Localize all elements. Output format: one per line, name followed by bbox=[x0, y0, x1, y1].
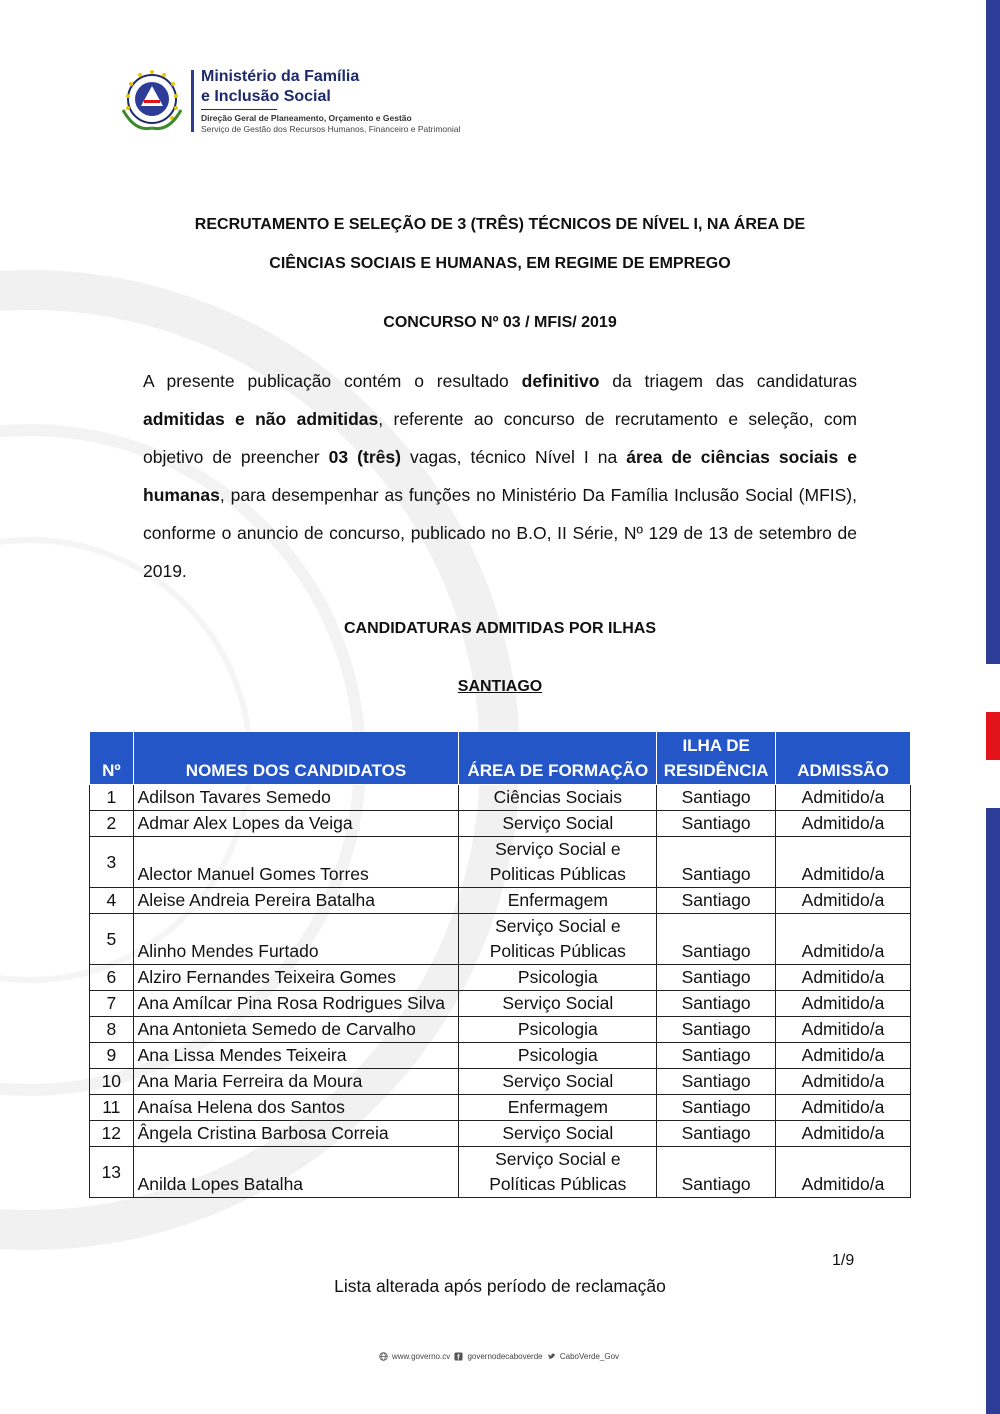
footer-web-link[interactable]: www.governo.cv bbox=[391, 1352, 451, 1361]
cell-name: Anaísa Helena dos Santos bbox=[133, 1095, 459, 1121]
table-row bbox=[90, 1069, 911, 1095]
ministry-name-line1: Ministério da Família bbox=[201, 68, 360, 85]
table-row bbox=[90, 1095, 911, 1121]
cell-ilha: Santiago bbox=[657, 888, 776, 914]
table-header-row bbox=[90, 732, 911, 785]
cell-adm: Admitido/a bbox=[776, 965, 911, 991]
cell-ilha: Santiago bbox=[657, 811, 776, 837]
coat-of-arms-logo bbox=[115, 66, 189, 136]
intro-text-3: , referente ao concurso de recrutamento e seleção, com objetivo de preencher bbox=[143, 409, 857, 467]
cell-num: 12 bbox=[90, 1121, 134, 1147]
header-num: Nº bbox=[90, 732, 134, 785]
twitter-icon bbox=[547, 1352, 556, 1361]
footer-twitter-link[interactable]: CaboVerde_Gov bbox=[559, 1352, 620, 1361]
cell-adm: Admitido/a bbox=[776, 837, 911, 888]
cell-name: Alinho Mendes Furtado bbox=[133, 914, 459, 965]
table-row bbox=[90, 1017, 911, 1043]
cell-area: Serviço Social e Politicas Públicas bbox=[459, 837, 657, 888]
cell-adm: Admitido/a bbox=[776, 914, 911, 965]
table-row bbox=[90, 837, 911, 888]
header-ilha-line1: ILHA DE bbox=[682, 736, 750, 755]
footnote: Lista alterada após período de reclamação bbox=[334, 1276, 666, 1296]
cell-num: 1 bbox=[90, 785, 134, 811]
cell-num: 8 bbox=[90, 1017, 134, 1043]
cell-ilha: Santiago bbox=[657, 1147, 776, 1198]
cell-adm: Admitido/a bbox=[776, 811, 911, 837]
ministry-name-line2: e Inclusão Social bbox=[201, 88, 331, 105]
cell-area: Psicologia bbox=[459, 965, 657, 991]
cell-name: Admar Alex Lopes da Veiga bbox=[133, 811, 459, 837]
intro-bold-2: admitidas e não admitidas bbox=[143, 409, 379, 429]
footer bbox=[100, 1352, 900, 1361]
table-row bbox=[90, 991, 911, 1017]
cell-num: 10 bbox=[90, 1069, 134, 1095]
cell-adm: Admitido/a bbox=[776, 1043, 911, 1069]
header-ilha-line2: RESIDÊNCIA bbox=[663, 761, 769, 780]
service-name: Serviço de Gestão dos Recursos Humanos, Financeiro e Patrimonial bbox=[201, 124, 461, 134]
svg-text:f: f bbox=[457, 1353, 461, 1362]
cell-ilha: Santiago bbox=[657, 1121, 776, 1147]
table-row bbox=[90, 785, 911, 811]
cell-ilha: Santiago bbox=[657, 837, 776, 888]
section-title: CANDIDATURAS ADMITIDAS POR ILHAS bbox=[344, 620, 656, 637]
cell-num: 13 bbox=[90, 1147, 134, 1198]
table-row bbox=[90, 965, 911, 991]
side-stripe-blue-top bbox=[986, 0, 1000, 664]
cell-area: Serviço Social e Políticas Públicas bbox=[459, 1147, 657, 1198]
table-row bbox=[90, 811, 911, 837]
cell-name: Alector Manuel Gomes Torres bbox=[133, 837, 459, 888]
cell-ilha: Santiago bbox=[657, 914, 776, 965]
intro-text-1: A presente publicação contém o resultado bbox=[143, 371, 522, 391]
table-row bbox=[90, 914, 911, 965]
cell-name: Aleise Andreia Pereira Batalha bbox=[133, 888, 459, 914]
cell-area: Serviço Social e Politicas Públicas bbox=[459, 914, 657, 965]
cell-name: Ana Antonieta Semedo de Carvalho bbox=[133, 1017, 459, 1043]
header-divider bbox=[191, 70, 194, 132]
cell-area: Psicologia bbox=[459, 1043, 657, 1069]
cell-ilha: Santiago bbox=[657, 1095, 776, 1121]
cell-area: Enfermagem bbox=[459, 1095, 657, 1121]
candidates-table bbox=[89, 731, 911, 1198]
contest-number: CONCURSO Nº 03 / MFIS/ 2019 bbox=[383, 314, 617, 331]
footer-facebook-link[interactable]: governodecaboverde bbox=[467, 1352, 543, 1361]
page-number: 1/9 bbox=[832, 1252, 855, 1269]
table-row bbox=[90, 1147, 911, 1198]
ministry-header bbox=[201, 67, 460, 135]
cell-name: Ana Amílcar Pina Rosa Rodrigues Silva bbox=[133, 991, 459, 1017]
cell-num: 2 bbox=[90, 811, 134, 837]
island-heading: SANTIAGO bbox=[457, 678, 543, 695]
cell-area: Psicologia bbox=[459, 1017, 657, 1043]
cell-num: 11 bbox=[90, 1095, 134, 1121]
cell-adm: Admitido/a bbox=[776, 888, 911, 914]
cell-num: 5 bbox=[90, 914, 134, 965]
cell-name: Ana Maria Ferreira da Moura bbox=[133, 1069, 459, 1095]
cell-num: 4 bbox=[90, 888, 134, 914]
table-row bbox=[90, 1121, 911, 1147]
intro-bold-1: definitivo bbox=[521, 371, 600, 391]
directorate-name: Direção Geral de Planeamento, Orçamento e Gestão bbox=[201, 113, 412, 123]
cell-ilha: Santiago bbox=[657, 1043, 776, 1069]
cell-adm: Admitido/a bbox=[776, 785, 911, 811]
cell-area: Enfermagem bbox=[459, 888, 657, 914]
document-title-line2: CIÊNCIAS SOCIAIS E HUMANAS, EM REGIME DE EMPREGO bbox=[269, 255, 731, 272]
cell-ilha: Santiago bbox=[657, 785, 776, 811]
table-row bbox=[90, 1043, 911, 1069]
cell-area: Ciências Sociais bbox=[459, 785, 657, 811]
cell-area: Serviço Social bbox=[459, 811, 657, 837]
cell-ilha: Santiago bbox=[657, 991, 776, 1017]
cell-adm: Admitido/a bbox=[776, 991, 911, 1017]
globe-icon bbox=[379, 1352, 388, 1361]
cell-ilha: Santiago bbox=[657, 1069, 776, 1095]
header-area: ÁREA DE FORMAÇÃO bbox=[459, 732, 657, 785]
document-title-line1: RECRUTAMENTO E SELEÇÃO DE 3 (TRÊS) TÉCNICOS DE NÍVEL I, NA ÁREA DE bbox=[194, 216, 806, 233]
side-stripe-red bbox=[986, 712, 1000, 760]
header-ilha bbox=[657, 732, 776, 785]
cell-name: Ângela Cristina Barbosa Correia bbox=[133, 1121, 459, 1147]
cell-num: 3 bbox=[90, 837, 134, 888]
header-rule bbox=[201, 109, 277, 110]
cell-adm: Admitido/a bbox=[776, 1069, 911, 1095]
cell-area: Serviço Social bbox=[459, 991, 657, 1017]
cell-adm: Admitido/a bbox=[776, 1121, 911, 1147]
cell-name: Anilda Lopes Batalha bbox=[133, 1147, 459, 1198]
intro-text-5: , para desempenhar as funções no Ministério Da Família Inclusão Social (MFIS), conforme o anuncio de concurso, publicado no B.O, II Série, Nº 129 de 13 de setembro de 2019. bbox=[143, 485, 857, 581]
table-row bbox=[90, 888, 911, 914]
cell-adm: Admitido/a bbox=[776, 1147, 911, 1198]
facebook-icon bbox=[454, 1352, 463, 1361]
cell-num: 6 bbox=[90, 965, 134, 991]
cell-name: Alziro Fernandes Teixeira Gomes bbox=[133, 965, 459, 991]
cell-adm: Admitido/a bbox=[776, 1095, 911, 1121]
cell-adm: Admitido/a bbox=[776, 1017, 911, 1043]
cell-name: Ana Lissa Mendes Teixeira bbox=[133, 1043, 459, 1069]
header-adm: ADMISSÃO bbox=[776, 732, 911, 785]
cell-name: Adilson Tavares Semedo bbox=[133, 785, 459, 811]
cell-num: 7 bbox=[90, 991, 134, 1017]
cell-ilha: Santiago bbox=[657, 1017, 776, 1043]
intro-text-4: vagas, técnico Nível I na bbox=[400, 447, 627, 467]
intro-paragraph bbox=[143, 362, 857, 590]
cell-area: Serviço Social bbox=[459, 1069, 657, 1095]
intro-bold-4: área de ciências sociais e humanas bbox=[143, 447, 857, 505]
intro-bold-3: 03 (três) bbox=[328, 447, 401, 467]
cell-num: 9 bbox=[90, 1043, 134, 1069]
cell-ilha: Santiago bbox=[657, 965, 776, 991]
side-stripe-blue-bottom bbox=[986, 808, 1000, 1414]
cell-area: Serviço Social bbox=[459, 1121, 657, 1147]
header-name: NOMES DOS CANDIDATOS bbox=[133, 732, 459, 785]
intro-text-2: da triagem das candidaturas bbox=[599, 371, 857, 391]
